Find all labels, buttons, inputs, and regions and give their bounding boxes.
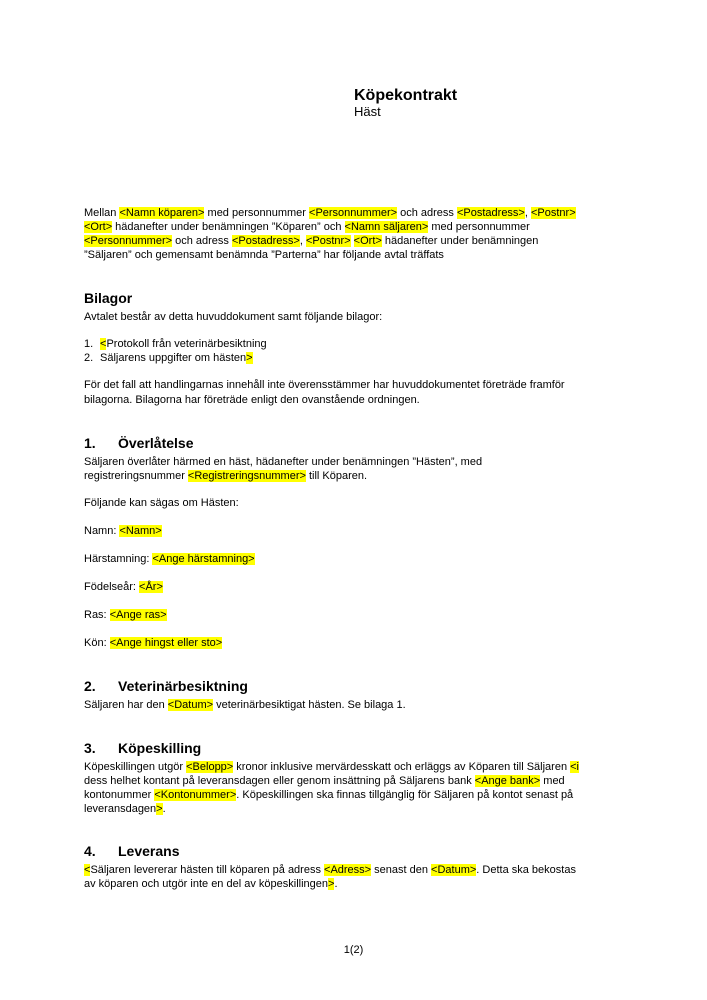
s2-line-1	[84, 699, 406, 713]
intro-text: ,	[299, 235, 306, 247]
section-title: Överlåtelse	[118, 435, 194, 451]
s3-line-2	[84, 775, 565, 789]
placeholder-postnr: <Postnr>	[305, 235, 351, 247]
s3-text: . Köpeskillingen ska finnas tillgänglig för Säljaren på kontot senast på	[236, 789, 574, 801]
intro-text: med personnummer	[428, 221, 530, 233]
s2-text: Säljaren har den	[84, 699, 168, 711]
section-number: 4.	[84, 843, 96, 859]
s1-line-2	[84, 470, 367, 484]
section-number: 1.	[84, 435, 96, 451]
intro-text: och adress	[397, 207, 457, 219]
field-label: Födelseår:	[84, 581, 140, 593]
placeholder-namn-koparen: <Namn köparen>	[119, 207, 205, 219]
placeholder-postadress: <Postadress>	[456, 207, 525, 219]
placeholder-ort: <Ort>	[84, 221, 113, 233]
section-title: Veterinärbesiktning	[118, 678, 248, 694]
s3-text: .	[162, 803, 166, 815]
s4-text: . Detta ska bekostas	[476, 864, 576, 876]
placeholder-marker: <	[100, 338, 107, 350]
section-number: 2.	[84, 678, 96, 694]
s3-text: leveransdagen	[84, 803, 157, 815]
s3-text: med	[540, 775, 565, 787]
s1-text: registreringsnummer	[84, 470, 188, 482]
placeholder-kon: <Ange hingst eller sto>	[109, 637, 223, 649]
s3-text: Köpeskillingen utgör	[84, 761, 187, 773]
heading-veterinarbesiktning	[84, 678, 248, 695]
s1-line-3: Följande kan sägas om Hästen:	[84, 497, 239, 509]
list-item	[84, 352, 253, 366]
section-title: Leverans	[118, 843, 180, 859]
placeholder-namn-saljaren: <Namn säljaren>	[344, 221, 429, 233]
placeholder-belopp: <Belopp>	[186, 761, 234, 773]
s4-text: av köparen och utgör inte en del av köpeskillingen	[84, 878, 328, 890]
s1-text: till Köparen.	[305, 470, 368, 482]
bilagor-paragraph-line-2: bilagorna. Bilagorna har företräde enligt den ovanstående ordningen.	[84, 394, 420, 406]
heading-bilagor: Bilagor	[84, 290, 133, 306]
placeholder-harstamning: <Ange härstamning>	[152, 553, 255, 565]
placeholder-postnr: <Postnr>	[530, 207, 576, 219]
placeholder-bank: <Ange bank>	[474, 775, 541, 787]
placeholder-ort: <Ort>	[353, 235, 382, 247]
intro-line-1	[84, 207, 576, 221]
document-title: Köpekontrakt	[354, 87, 458, 104]
s4-text: senast den	[371, 864, 432, 876]
intro-line-4: ”Säljaren” och gemensamt benämnda ”Parterna” har följande avtal träffats	[84, 249, 444, 261]
s4-text: .	[334, 878, 338, 890]
intro-text: hädanefter under benämningen ”Köparen” och	[112, 221, 345, 233]
s4-line-2	[84, 878, 338, 892]
field-ras	[84, 609, 167, 623]
intro-line-2	[84, 221, 530, 235]
s3-line-3	[84, 789, 573, 803]
placeholder-marker: <	[84, 864, 91, 876]
list-number: 1.	[84, 338, 94, 350]
list-text: Säljarens uppgifter om hästen	[100, 352, 247, 364]
page-number: 1(2)	[343, 944, 364, 956]
field-kon	[84, 637, 222, 651]
document-subtitle: Häst	[354, 104, 381, 119]
heading-leverans	[84, 843, 179, 860]
section-number: 3.	[84, 740, 96, 756]
placeholder-marker: >	[156, 803, 163, 815]
field-label: Härstamning:	[84, 553, 153, 565]
placeholder-personnummer: <Personnummer>	[309, 207, 398, 219]
bilagor-intro: Avtalet består av detta huvuddokument samt följande bilagor:	[84, 311, 383, 323]
heading-kopeskilling	[84, 740, 201, 757]
list-text: Protokoll från veterinärbesiktning	[106, 338, 267, 350]
placeholder-kontonummer: <Kontonummer>	[154, 789, 237, 801]
heading-overlatelse	[84, 435, 194, 452]
placeholder-ras: <Ange ras>	[109, 609, 167, 621]
placeholder-registreringsnummer: <Registreringsnummer>	[187, 470, 306, 482]
s3-text: kontonummer	[84, 789, 155, 801]
s1-line-1: Säljaren överlåter härmed en häst, hädanefter under benämningen ”Hästen”, med	[84, 456, 483, 468]
list-item	[84, 338, 267, 352]
field-label: Namn:	[84, 525, 120, 537]
bilagor-paragraph-line-1: För det fall att handlingarnas innehåll inte överensstämmer har huvuddokumentet företräde framför	[84, 379, 565, 391]
s4-text: Säljaren levererar hästen till köparen på adress	[90, 864, 325, 876]
s4-line-1	[84, 864, 576, 878]
list-number: 2.	[84, 352, 94, 364]
placeholder-namn: <Namn>	[119, 525, 162, 537]
placeholder-postadress: <Postadress>	[231, 235, 300, 247]
placeholder-adress: <Adress>	[324, 864, 372, 876]
placeholder-marker: >	[246, 352, 253, 364]
placeholder-personnummer: <Personnummer>	[84, 235, 173, 247]
field-namn	[84, 525, 162, 539]
s3-text: dess helhet kontant på leveransdagen eller genom insättning på Säljarens bank	[84, 775, 475, 787]
s2-text: veterinärbesiktigat hästen. Se bilaga 1.	[213, 699, 406, 711]
s3-line-1	[84, 761, 579, 775]
placeholder-ar: <År>	[139, 581, 163, 593]
field-label: Kön:	[84, 637, 110, 649]
field-harstamning	[84, 553, 255, 567]
section-title: Köpeskilling	[118, 740, 202, 756]
intro-text: med personnummer	[204, 207, 310, 219]
placeholder-datum: <Datum>	[431, 864, 477, 876]
placeholder-marker: <i	[570, 761, 579, 773]
intro-line-3	[84, 235, 538, 249]
field-fodelsear	[84, 581, 163, 595]
intro-text: ,	[524, 207, 531, 219]
intro-text: och adress	[172, 235, 232, 247]
placeholder-datum: <Datum>	[167, 699, 214, 711]
placeholder-marker: >	[328, 878, 335, 890]
field-label: Ras:	[84, 609, 110, 621]
s3-text: kronor inklusive mervärdesskatt och erläggs av Köparen till Säljaren	[233, 761, 571, 773]
s3-line-4	[84, 803, 166, 817]
intro-text: hädanefter under benämningen	[381, 235, 539, 247]
intro-text: Mellan	[84, 207, 120, 219]
